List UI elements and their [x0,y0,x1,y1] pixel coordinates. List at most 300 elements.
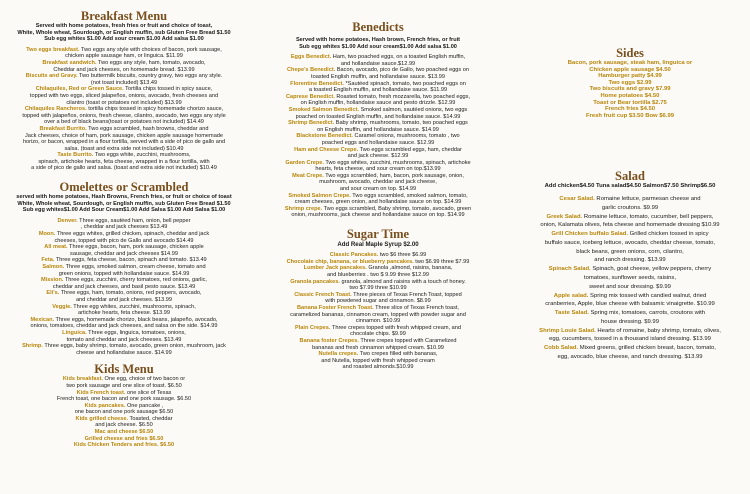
menu-item-line [512,257,748,264]
menu-item-description: Three eggs, smoked salmon, cream cheese, tomato and [64,264,206,270]
menu-item-line [6,442,242,449]
menu-item-line [6,224,242,231]
menu-item-description: onion, mushrooms, jack cheese and hollandaise sauce on top. $14.99 [291,212,465,219]
menu-item-line [512,240,748,247]
menu-item-line [252,285,504,292]
menu-item-name: Breakfast Burrito. [39,125,87,132]
menu-item-name: Eli's. [46,290,60,297]
menu-line: Sub egg whites $1.00 Add sour cream $1.00 Add salsa $1.00 [44,36,204,43]
menu-item-name: Linguica. [62,329,87,336]
menu-item-description: Romaine lettuce, parmesan cheese and [594,195,701,202]
menu-line: Served with home potatoes, Hash brown, French fries, or fruit [295,37,461,43]
menu-item-description: cinnamon. $10.99 [355,318,401,325]
menu-item-description: green onions, topped with hollandaise sauce. $14.99 [58,270,190,277]
menu-line: Hamburger patty $4.99 [598,73,662,80]
menu-item-name: All meat. [44,244,68,251]
menu-item-line [252,140,504,147]
menu-item-name: Mac and cheese $6.50 [94,429,154,436]
menu-item-name: Plain Crepes. [295,324,331,331]
menu-item-name: Nutella crepes. [318,351,359,358]
menu-item-description: Three eggs whites, grilled chicken, spinach, cheddar and jack [55,231,210,238]
menu-item-description: one bacon and one pork sausage $6.50 [74,409,174,416]
menu-item-name: Apple salad. [553,292,589,299]
menu-item-line [252,127,504,134]
menu-item-description: and roasted almonds.$10.99 [342,364,414,371]
menu-item-description: a side of pico de gallo and salsa. (toast and extra side not included) $10.49 [31,165,217,172]
menu-item-line [252,87,504,94]
menu-item-line [6,277,242,284]
menu-item-description: French toast, one bacon and one pork sausage. $6.50 [56,396,192,403]
menu-item-name: Breakfast sandwich. [42,59,97,66]
sides-heading: Sides [616,46,644,60]
menu-item-line [6,317,242,324]
menu-item-line [252,94,504,101]
menu-item-line [512,310,748,317]
menu-item-name: Shrimp. [22,343,43,350]
menu-item-line [512,345,748,352]
menu-item-name: Ham and Cheese Crepe. [294,146,359,153]
menu-item-line [252,100,504,107]
menu-item-line [252,61,504,68]
menu-item-description: toasted English muffin, and hollandaise sauce. $13.99 [311,73,445,80]
menu-item-description: Three pieces of Texas French Toast, topped [351,291,462,298]
benedicts-heading: Benedicts [352,20,404,34]
menu-item-name: Grilled cheese and fries $6.50 [84,435,164,442]
menu-item-line [6,396,242,403]
menu-item-description: poached eggs and hollandaise sauce. $12.99 [321,139,435,146]
menu-item-name: Two eggs breakfast. [26,46,80,53]
column-left [6,0,242,494]
menu-item-line [6,231,242,238]
menu-item-description: and jack cheese. $12.99 [347,153,409,160]
menu-item-description: tomatoes, sunflower seeds, raisins, [583,274,676,281]
menu-item-description: Spring mix tossed with candied walnut, dried [588,292,707,299]
benedicts-intro [252,37,504,50]
menu-item-line [252,160,504,167]
menu-item-description: , cheddar and jack cheeses $13.49 [80,224,168,231]
sugar-items [252,252,504,371]
menu-item-line [6,80,242,87]
menu-item-line [252,186,504,193]
menu-item-line [512,196,748,203]
menu-item-line [512,222,748,229]
menu-item-description: Two eggs scrambled eggs, ham, cheddar [358,146,462,153]
menu-item-description: cheddar and jack cheeses, and basil pesto sauce. $13.49 [52,283,196,290]
menu-item-description: Two buttermilk biscuits, country gravy, two eggs any style. [77,73,223,80]
menu-item-line [252,199,504,206]
menu-item-name: Banana Foster French Toast. [297,304,374,311]
menu-item-line [252,212,504,219]
menu-item-description: Three eggs, baby shrimp, tomato, avocado, green onion, mushroom, jack [42,343,226,350]
menu-line: Served with home potatoes, fresh fries or fruit and choice of toast, [35,23,213,29]
menu-item-line [252,107,504,114]
menu-item-description: a toasted English muffin, and hollandaise sauce. $11.99 [308,87,448,94]
sides-items [512,60,748,119]
menu-item-line [6,165,242,172]
menu-item-description: hearts, feta cheese, and sour cream on top.$13.99 [315,166,441,173]
menu-item-description: cranberries, Apple, blue cheese with balsamic vinaigrette. $10.99 [545,301,715,308]
menu-item-name: Garden Crepe. [285,159,324,166]
menu-item-name: Mission. [41,277,64,284]
menu-item-description: Two eggs scrambled, Baby shrimp, tomato, avocado, green [322,205,472,212]
menu-item-line [252,259,504,266]
menu-item-line [252,364,504,371]
menu-item-name: Cesar Salad. [559,195,595,202]
menu-line: served with home potatoes, Hash Browns, French fries, or fruit or choice of toast [16,194,232,201]
menu-item-description: Roasted tomato, fresh mozzarella, two poached eggs, [334,93,471,100]
menu-item-description: poached on toasted English muffin, and hollandaise sauce. $14.99 [295,113,461,120]
menu-item-name: Classic Pancakes. [329,252,379,259]
menu-item-line [6,244,242,251]
menu-line: Two eggs $2.99 [608,79,652,86]
menu-item-line [252,345,504,352]
menu-item-line [252,67,504,74]
menu-item-description: and sour cream on top. $14.99 [339,186,417,193]
menu-item-description: and ranch dressing. $13.99 [594,257,666,264]
menu-item-line [252,318,504,325]
menu-item-line [6,152,242,159]
menu-item-line [6,297,242,304]
menu-item-description: Baby shrimp, mushrooms, tomato, two poached eggs [334,120,468,127]
menu-item-description: Caramel onions, mushrooms, tomato , two [352,133,460,140]
menu-item-name: Moon. [38,231,56,238]
salad-items [512,196,748,361]
menu-item-description: Jack cheeses, choice of ham, pork sausage, chicken apple sausage homemade [24,132,224,139]
menu-line: Chicken apple sausage $4.50 [589,66,671,73]
menu-item-description: Three crepes topped with fresh whipped cream, and [330,324,461,331]
menu-item-name: Spinach Salad. [548,266,591,273]
menu-item-line [512,354,748,361]
menu-item-name: Greek Salad. [546,213,583,220]
menu-item-line [512,336,748,343]
menu-item-line [512,275,748,282]
menu-item-line [252,166,504,173]
column-middle [252,0,504,494]
menu-item-line [6,376,242,383]
menu-item-line [512,328,748,335]
menu-item-name: Cobb Salad. [544,345,579,352]
menu-item-name: Classic French Toast. [294,291,352,298]
menu-item-name: Chilaquiles Rancheros. [24,106,87,113]
menu-item-line [6,284,242,291]
menu-item-line [252,292,504,299]
breakfast-menu-heading: Breakfast Menu [80,9,168,23]
menu-item-description: Three eggs, homemade chorizo, black beans, jalapeño, avocado, [54,316,218,323]
menu-item-description: garlic croutons. $9.99 [601,204,659,211]
menu-item-description: cream cheeses, green onion, and hollandaise sauce on top. $14.99 [294,199,462,206]
menu-item-name: Denver. [57,217,78,224]
menu-item-line [6,86,242,93]
menu-item-line [512,284,748,291]
menu-item-name: Kids grilled cheese. [75,415,129,422]
menu-item-description: two pork sausage and one slice of toast. $6.50 [66,382,182,389]
menu-item-line [512,301,748,308]
menu-item-description: cheeses, topped with pico de Gallo and avocado $14.49 [54,237,194,244]
menu-item-description: onions, tomatoes, cheddar and jack cheeses, and salsa on the side. $14.99 [30,323,218,330]
menu-item-description: on English muffin, hollandaise sauce and pesto drizzle. $12.99 [300,100,456,107]
menu-item-name: Shrimp Louie Salad. [539,327,596,334]
menu-item-description: one slice of Texas [125,389,172,396]
menu-item-name: Kids breakfast. [62,376,103,383]
menu-item-description: Toasted, cheddar [128,415,173,422]
menu-item-description: granola, almond and raisins with a touch of honey. [339,278,466,285]
menu-item-description: sausage, cheddar and jack cheeses $14.99 [70,250,178,257]
menu-item-line [252,120,504,127]
menu-item-description: spinach, artichoke hearts, feta cheese, wrapped in a flour tortilla, with [38,158,210,165]
salad-heading: Salad [615,169,645,184]
menu-item-description: over a bed of black beans(toast or potatoes not included) $14.49 [44,119,204,126]
benedicts-items [252,54,504,219]
menu-item-description: Spinach, goat cheese, yellow peppers, cherry [590,266,712,273]
menu-item-description: Granola ,almond, raisins, banana, [366,265,453,272]
menu-item-description: One pancake , [125,402,164,409]
menu-item-description: Tortilla chips tossed in spicy sauce, [123,86,213,93]
menu-item-line [6,403,242,410]
menu-item-line [252,193,504,200]
menu-item-name: Lumber Jack pancakes. [303,265,367,272]
menu-item-line [6,53,242,60]
menu-item-line [6,257,242,264]
menu-item-line [252,312,504,319]
menu-line: Bacon, pork sausage, steak ham, linguica or [567,60,693,66]
menu-item-name: Caprese Benedict. [285,93,335,100]
menu-item-description: Cheddar and jack cheeses, on homemade bread. $13.99 [53,66,195,73]
menu-item-description: house dressing. $9.99 [601,318,659,325]
menu-item-line [512,214,748,221]
menu-item-description: Three crepes topped with Caramelized [358,337,457,344]
menu-item-line [6,290,242,297]
menu-item-line [6,60,242,67]
menu-item-description: Three slice of Texas French toast, [373,304,459,311]
menu-item-line [252,81,504,88]
menu-item-description: bananas and fresh cinnamon whipped cream. $10.99 [312,344,444,351]
menu-item-description: two $7.99 three $10.99 [349,285,407,292]
menu-item-description: Three eggs, sautéed ham, onion, bell pepper [77,217,191,224]
menu-item-description: egg, avocado, blue cheese, and ranch dressing. $13.99 [557,354,703,360]
menu-item-description: Two eggs any style with choices of bacon, pork sausage, [79,46,222,53]
menu-item-description: Romaine lettuce, tomato, cucumber, bell peppers, [582,213,714,220]
menu-item-line [252,147,504,154]
menu-item-description: Two eggs whites, zucchini, mushrooms, spinach, artichoke [323,159,471,166]
menu-item-name: Kids French toast. [76,389,126,396]
menu-item-line [6,146,242,153]
menu-line: Toast or Bear tortilla $2.75 [593,99,667,106]
menu-item-description: horizo, or bacon, wrapped in a flour tortilla, served with a side of pico de gallo and [22,139,226,146]
menu-item-description: egg, cucumbers, tossed in a thousand island dressing. $13.99 [549,336,711,343]
menu-item-description: Two eggs scrambled, hash browns, cheddar and [86,125,209,132]
menu-item-line [6,436,242,443]
omelettes-intro [6,194,242,214]
menu-item-line [6,383,242,390]
menu-item-line [252,298,504,305]
menu-item-line [252,338,504,345]
menu-item-description: Smoked salmon, sautéed onions, two eggs [359,106,468,113]
menu-item-line [6,73,242,80]
menu-item-description: Bacon, avocado, pico de Gallo, two poached eggs on [335,67,469,74]
menu-item-line [6,159,242,166]
column-right [512,0,748,494]
menu-item-description: Two eggs scrambled, ham, bacon, pork sausage, onion, [323,172,464,179]
menu-line: White, Whole wheat, Sourdough, or English muffin, sub Gluten Free Bread $1.50 [17,29,231,36]
menu-item-description: One egg, choice of two bacon or [103,376,186,383]
menu-item-line [6,251,242,258]
menu-item-name: Kids Chicken Tenders and fries. $6.50 [73,442,175,449]
menu-item-name: Smoked Salmon Benedict. [288,106,360,113]
maple-syrup-addon: Add Real Maple Syrup $2.00 [337,241,419,249]
salad-addons: Add chicken$4.50 Tuna salad$4.50 Salmon$7.50 Shrimp$6.50 [544,183,716,190]
kids-menu-heading: Kids Menu [94,362,154,377]
menu-item-line [6,304,242,311]
menu-item-line [512,293,748,300]
menu-item-name: Kids pancakes. [84,402,126,409]
menu-item-line [252,252,504,259]
menu-item-description: topped with jalapeños, onions, fresh cheese, cilantro, avocado, two eggs any style [22,112,226,119]
menu-item-description: *Sautéed spinach, tomato, two poached eggs on [343,80,466,87]
menu-item-line [6,133,242,140]
menu-item-name: Meat Crepe. [292,172,324,179]
menu-item-line [252,351,504,358]
menu-item-line [6,264,242,271]
menu-item-name: Chilaquiles, Red or Green Sauce. [35,86,124,93]
menu-item-name: Grill Chicken buffalo Salad. [551,231,629,238]
menu-item-description: and blueberries . two $ 9.99 three $12.99 [326,272,429,279]
menu-item-name: Biscuits and Gravy. [25,73,78,80]
kids-items [6,376,242,449]
menu-item-description: artichoke hearts, feta cheese. $13.99 [77,310,171,317]
menu-item-line [252,54,504,61]
menu-item-name: Smoked Salmon Crepe. [288,192,351,199]
menu-line: French fries $4.50 [604,106,656,113]
menu-item-line [6,422,242,429]
menu-item-description: Two eggs white, zucchini, mushrooms, [93,152,191,159]
menu-item-description: cilantro (toast or potatoes not included) $13.99 [66,99,182,106]
menu-item-name: Salmon. [42,264,65,270]
menu-item-description: Three eggs, ham, tomato, onions, red peppers, avocado, [59,290,202,297]
menu-item-description: Two crepes filled with bananas, [358,351,438,358]
menu-item-line [252,114,504,121]
menu-item-line [512,249,748,256]
menu-item-name: Taste Burrito. [57,152,94,159]
menu-item-line [6,47,242,54]
breakfast-intro [6,23,242,43]
menu-item-line [6,409,242,416]
menu-item-description: caramelized bananas, cinnamon cream, topped with powder sugar and [290,311,466,318]
menu-item-line [6,126,242,133]
menu-item-name: Veggie. [52,303,72,310]
menu-item-line [6,67,242,74]
menu-line: Home potatoes $4.50 [600,92,660,99]
menu-item-description: mushroom, avocado, cheddar and jack cheese, [319,179,437,186]
menu-item-line [512,205,748,212]
menu-item-line [6,390,242,397]
menu-item-name: Granola pancakes. [290,278,340,285]
menu-item-name: Feta. [41,257,55,264]
menu-item-line [252,279,504,286]
menu-item-line [6,271,242,278]
menu-item-name: Taste Salad. [554,310,589,317]
menu-item-line [252,325,504,332]
menu-item-description: black beans, green onions, corn, cilantro, [576,248,684,255]
menu-item-line [6,343,242,350]
menu-item-description: Ham, two poached eggs, on a toasted English muffin, [331,54,466,61]
menu-item-description: salsa. (toast and extra side not included) $10.49 [64,145,184,152]
menu-item-line [512,319,748,326]
menu-item-line [6,330,242,337]
menu-item-description: and jack cheese. $6.50 [95,422,153,429]
menu-item-description: Three eggs, zucchini, cherry tomatoes, red onions, garlic, [63,277,207,284]
menu-item-description: onion, Kalamata olives, feta cheese and homemade dressing $10.99 [540,222,720,229]
menu-item-line [6,429,242,436]
menu-item-description: on English muffin, and hollandaise sauce. $14.99 [317,126,439,133]
menu-item-description: Hearts of romaine, baby shrimp, tomato, olives, [595,327,721,334]
menu-item-line [512,231,748,238]
menu-item-description: cheese and hollandaise sauce. $14.99 [76,349,172,356]
menu-item-line [6,238,242,245]
menu-item-line [252,133,504,140]
menu-item-description: and hollandaise sauce.$12.99 [340,60,416,67]
menu-item-line [6,310,242,317]
menu-item-description: with powdered sugar and cinnamon. $8.99 [325,298,431,305]
menu-item-description: two $6.99 three $7.99 [413,258,470,265]
menu-item-name: Shrimp crepe. [284,205,323,212]
menu-item-name: Chocolate chip, banana, or blueberry pancakes. [286,258,414,265]
menu-item-description: chicken apple sausage ham, or linguica. $11.99 [65,53,183,60]
menu-item-line [6,119,242,126]
menu-item-name: Florentine Benedict. [290,80,344,87]
menu-line: Sub egg whites$1.00 Add Sour Cream$1.00 Add Salsa $1.00 Add Salsa $1.00 [22,207,226,214]
menu-item-description: sweet and sour dressing. $9.99 [589,283,671,290]
menu-item-name: Shrimp Benedict. [288,120,335,127]
menu-item-description: Three eggs, feta cheese, bacon, spinach and tomato. $13.49 [54,257,207,264]
menu-item-description: Spring mix, tomatoes, carrots, croutons with [588,310,706,317]
menu-item-line [6,218,242,225]
menu-item-description: Two eggs scrambled, smoked salmon, tomato, [350,192,468,199]
menu-item-line [252,153,504,160]
menu-item-description: tomato and cheddar and jack cheeses. $13.49 [66,336,182,343]
menu-item-name: Banana foster Crepes. [299,337,359,344]
menu-item-line [6,350,242,357]
menu-line: Sub egg whites $1.00 Add sour cream$1.00 Add salsa $1.00 [299,43,457,50]
menu-item-line [252,173,504,180]
menu-item-description: Grilled chicken tossed in spicy [628,231,709,238]
menu-item-line [252,179,504,186]
menu-item-line [252,206,504,213]
menu-item-line [252,265,504,272]
menu-item-description: and cheddar and jack cheeses. $13.99 [75,296,173,303]
menu-item-name: Chepe's Benedict. [286,67,336,74]
menu-item-line [252,272,504,279]
menu-item-name: Eggs Benedict. [290,54,332,61]
menu-item-line [6,106,242,113]
menu-item-line [252,358,504,365]
menu-item-line [6,93,242,100]
menu-item-description: Two eggs any style, ham, tomato, avocado, [96,59,206,66]
menu-item-line [6,416,242,423]
menu-item-description: Three egg whites, zucchini, mushrooms, spinach, [71,303,196,310]
menu-item-description: buffalo sauce, iceberg lettuce, avocado, cheddar cheese, tomato, [544,239,716,246]
menu-item-description: Three eggs, linguica, tomatoes, onions, [86,329,186,336]
omelettes-items [6,218,242,356]
menu-item-line [252,305,504,312]
menu-item-description: topped with two eggs, sliced jalapeños, onions, avocado, fresh cheeses and [29,92,219,99]
menu-item-description: and Nutella, topped with fresh whipped cream [321,357,435,364]
menu-item-description: two $6 three $6.99 [378,252,427,259]
menu-item-description: tortilla chips tossed in spicy homemade chorizo sauce, [86,106,224,113]
menu-item-description: Mixed greens, grilled chicken breast, bacon, tomato, [578,345,716,352]
menu-item-line [6,113,242,120]
menu-item-name: Blackstone Benedict. [296,133,353,140]
menu-item-line [6,337,242,344]
